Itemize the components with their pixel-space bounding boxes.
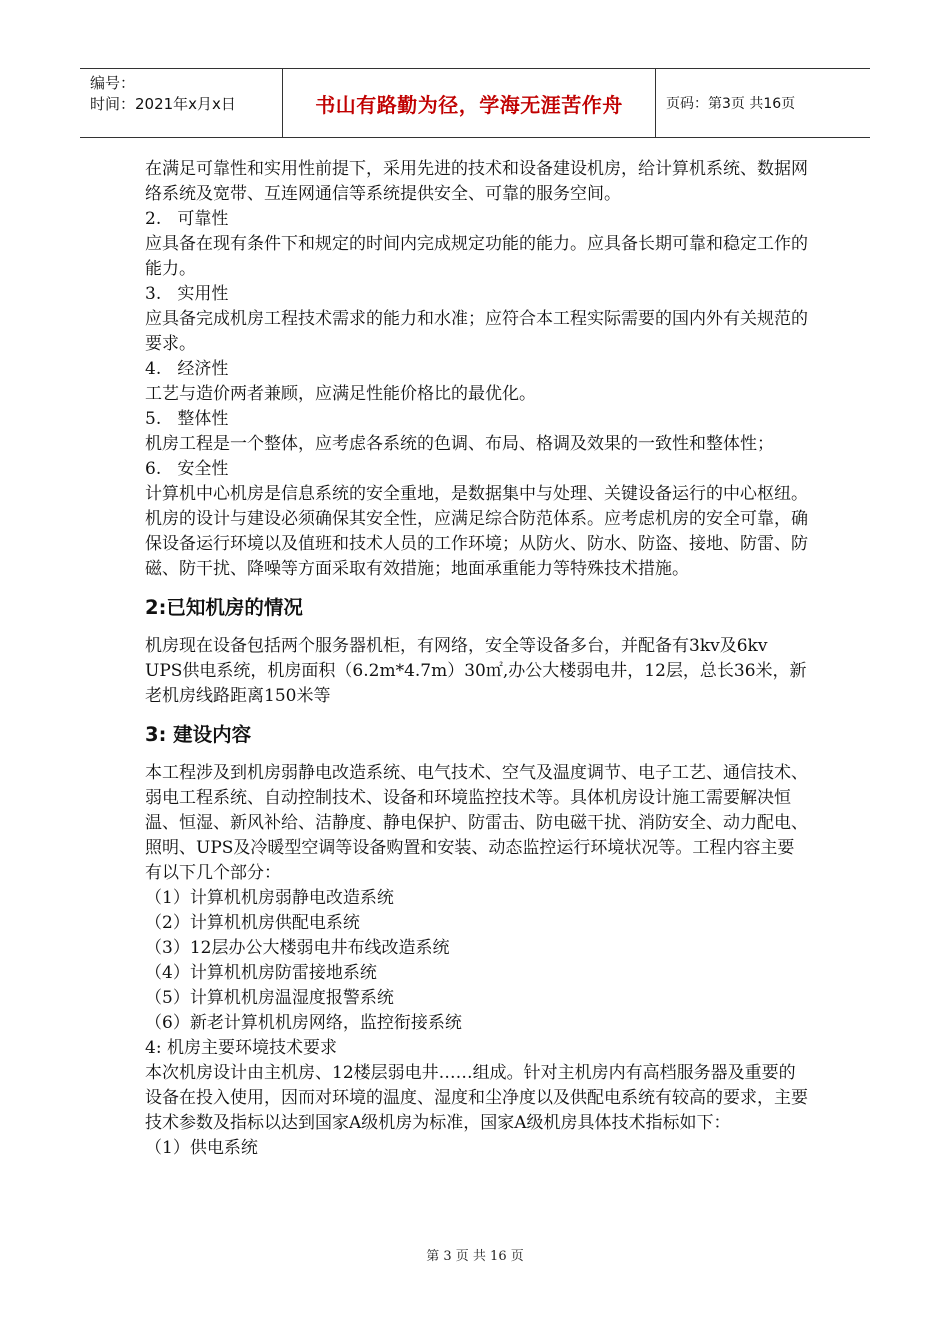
- serial-label: 编号：: [90, 74, 136, 92]
- item-title: 2. 可靠性: [145, 209, 229, 229]
- header-motto: 书山有路勤为径，学海无涯苦作舟: [283, 69, 656, 137]
- list-item: （1）计算机机房弱静电改造系统: [145, 888, 394, 908]
- list-item: （5）计算机机房温湿度报警系统: [145, 988, 394, 1008]
- section3-heading: 3: 建设内容: [145, 723, 252, 746]
- section4-heading: 4: 机房主要环境技术要求: [145, 1038, 337, 1058]
- intro-paragraph: 在满足可靠性和实用性前提下，采用先进的技术和设备建设机房，给计算机系统、数据网络系统及宽带、互连网通信等系统提供安全、可靠的服务空间。: [145, 159, 808, 204]
- section3-paragraph: 本工程涉及到机房弱静电改造系统、电气技术、空气及温度调节、电子工艺、通信技术、弱电工程系统、自动控制技术、设备和环境监控技术等。具体机房设计施工需要解决恒温、恒湿、新风补给、洁静度、静电保护、防雷击、防电磁干扰、消防安全、动力配电、照明、UPS及冷暖型空调等设备购置和安装、动态监控运行环境状况等。工程内容主要有以下几个部分：: [145, 763, 808, 883]
- list-item: （6）新老计算机机房网络，监控衔接系统: [145, 1013, 462, 1033]
- item-title: 3. 实用性: [145, 284, 229, 304]
- section2-heading: 2:已知机房的情况: [145, 596, 303, 619]
- list-item: （1）供电系统: [145, 1138, 258, 1158]
- list-item: （3）12层办公大楼弱电井布线改造系统: [145, 938, 450, 958]
- list-item: （4）计算机机房防雷接地系统: [145, 963, 377, 983]
- item-body: 计算机中心机房是信息系统的安全重地，是数据集中与处理、关键设备运行的中心枢纽。机房的设计与建设必须确保其安全性，应满足综合防范体系。应考虑机房的安全可靠，确保设备运行环境以及值班和技术人员的工作环境；从防火、防水、防盗、接地、防雷、防磁、防干扰、降噪等方面采取有效措施；地面承重能力等特殊技术措施。: [145, 484, 808, 579]
- item-body: 工艺与造价两者兼顾，应满足性能价格比的最优化。: [145, 384, 536, 404]
- item-body: 应具备完成机房工程技术需求的能力和水准；应符合本工程实际需要的国内外有关规范的要求。: [145, 309, 808, 354]
- section4-paragraph: 本次机房设计由主机房、12楼层弱电井……组成。针对主机房内有高档服务器及重要的设备在投入使用，因而对环境的温度、湿度和尘净度以及供配电系统有较高的要求，主要技术参数及指标以达到国家A级机房为标准，国家A级机房具体技术指标如下：: [145, 1063, 808, 1133]
- list-item: （2）计算机机房供配电系统: [145, 913, 360, 933]
- item-body: 应具备在现有条件下和规定的时间内完成规定功能的能力。应具备长期可靠和稳定工作的能力。: [145, 234, 808, 279]
- section2-paragraph: 机房现在设备包括两个服务器机柜，有网络，安全等设备多台，并配备有3kv及6kv UPS供电系统，机房面积（6.2m*4.7m）30㎡,办公大楼弱电井，12层，总长36米，新老机房线路距离150米等: [145, 636, 807, 706]
- header-meta: [80, 69, 283, 137]
- page-header: [80, 68, 870, 138]
- time-label: 时间：2021年x月x日: [90, 95, 236, 113]
- document-body: [145, 157, 810, 1161]
- item-body: 机房工程是一个整体，应考虑各系统的色调、布局、格调及效果的一致性和整体性；: [145, 434, 774, 454]
- item-title: 4. 经济性: [145, 359, 229, 379]
- header-page-info: 页码：第3页 共16页: [666, 96, 796, 112]
- item-title: 6. 安全性: [145, 459, 229, 479]
- page-footer: 第 3 页 共 16 页: [426, 1249, 524, 1264]
- item-title: 5. 整体性: [145, 409, 229, 429]
